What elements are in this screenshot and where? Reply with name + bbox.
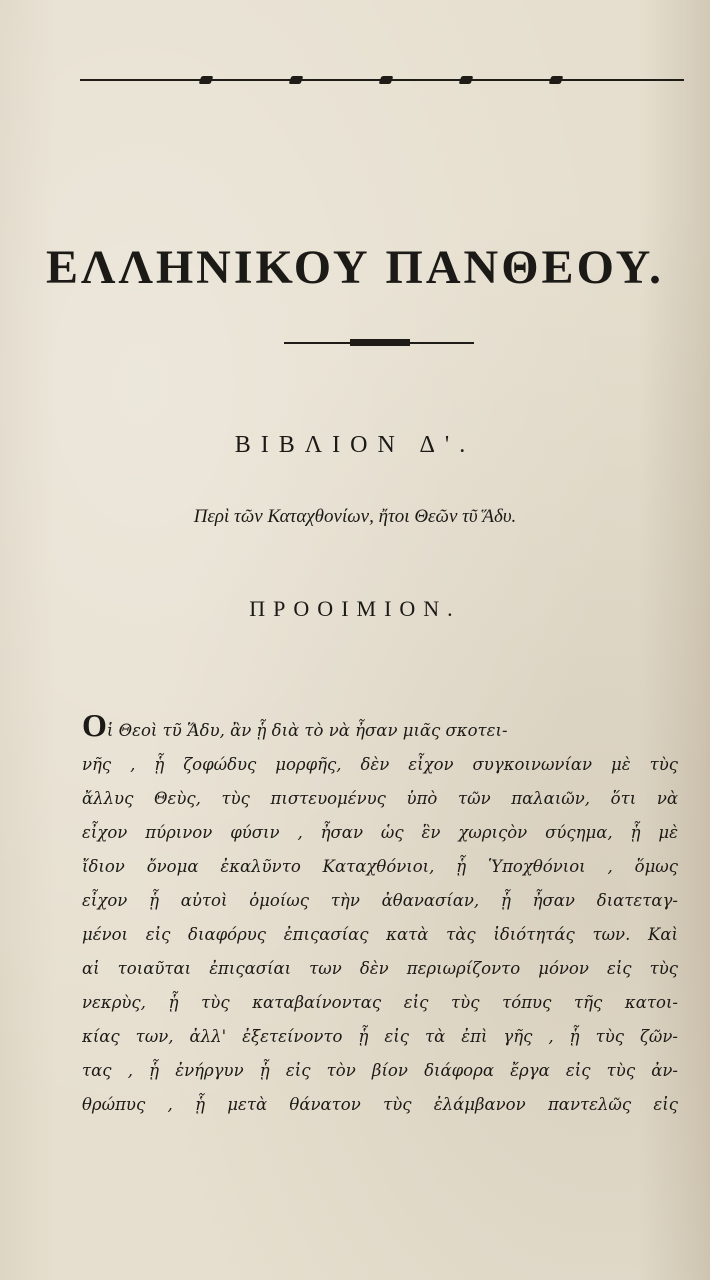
body-line: τας , ᾗ ἐνήργυν ᾗ εἰς τὸν βίον διάφορα ἔργα εἰς τὺς ἀν- [82, 1061, 678, 1080]
body-first-line: Οἱ Θεοὶ τῦ Ἅδυ, ἂν ᾗ διὰ τὸ νὰ ἦσαν μιᾶς σκοτει- [82, 707, 508, 743]
page-title: ΕΛΛΗΝΙΚΟΥ ΠΑΝΘΕΟΥ. [46, 241, 664, 294]
drop-cap: Ο [82, 707, 107, 743]
body-line: μένοι εἰς διαφόρυς ἐπιςασίας κατὰ τὰς ἰδιότητάς των. Καὶ [82, 925, 678, 944]
body-line: εἶχον πύρινον φύσιν , ἦσαν ὡς ἓν χωριςὸν σύςημα, ᾗ μὲ [82, 823, 678, 842]
body-line: αἱ τοιαῦται ἐπιςασίαι των δὲν περιωρίζοντο μόνον εἰς τὺς [82, 959, 678, 978]
body-line: ἴδιον ὄνομα ἐκαλῦντο Καταχθόνιοι, ᾗ Ὑποχθόνιοι , ὅμως [82, 857, 678, 876]
body-line: νεκρὺς, ᾗ τὺς καταβαίνοντας εἰς τὺς τόπυς τῆς κατοι- [82, 993, 678, 1012]
body-line: θρώπυς , ᾗ μετὰ θάνατον τὺς ἐλάμβανον παντελῶς εἰς [82, 1095, 678, 1114]
body-line: εἶχον ᾗ αὐτοὶ ὁμοίως τὴν ἀθανασίαν, ᾗ ἦσαν διατεταγ- [82, 891, 678, 910]
section-heading: ΠΡΟΟΙΜΙΟΝ. [249, 596, 461, 621]
book-heading: ΒΙΒΛΙΟΝ Δ'. [234, 432, 476, 458]
body-line: νῆς , ᾗ ζοφώδυς μορφῆς, δὲν εἶχον συγκοινωνίαν μὲ τὺς [82, 755, 678, 774]
book-subtitle: Περὶ τῶν Καταχθονίων, ἤτοι Θεῶν τῦ Ἅδυ. [193, 506, 517, 527]
top-ornamental-rule [80, 76, 684, 84]
title-divider [284, 338, 474, 348]
body-line: κίας των, ἀλλ' ἐξετείνοντο ᾗ εἰς τὰ ἐπὶ γῆς , ᾗ τὺς ζῶν- [82, 1027, 678, 1046]
body-text [82, 707, 678, 1122]
body-line: ἄλλυς Θεὺς, τὺς πιστευομένυς ὑπὸ τῶν παλαιῶν, ὅτι νὰ [82, 789, 678, 808]
